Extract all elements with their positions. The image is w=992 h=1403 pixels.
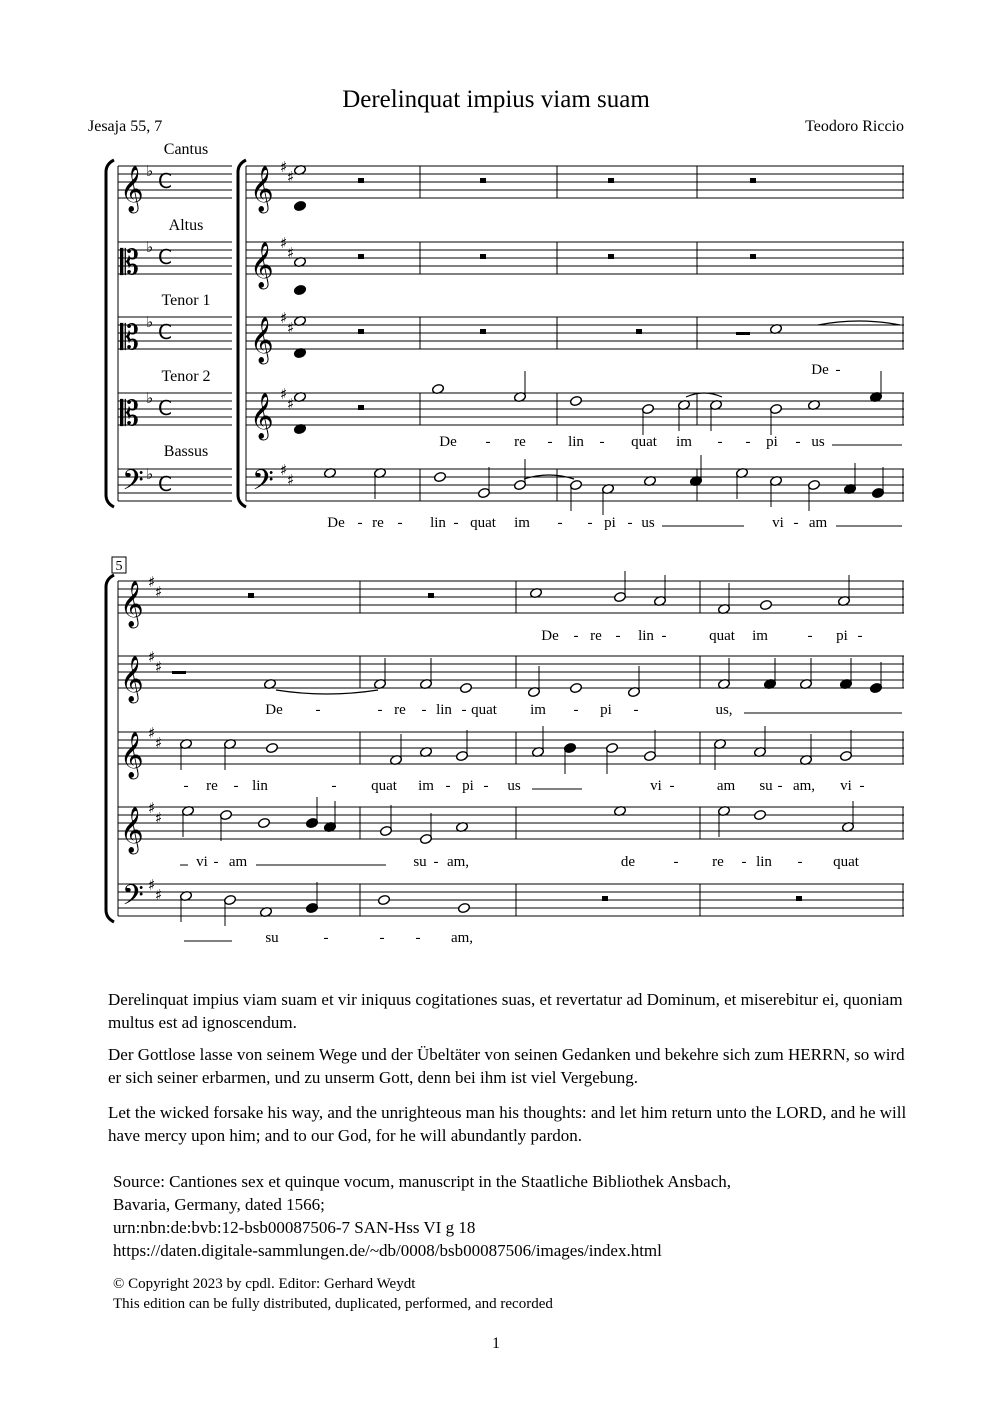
lyric: - — [807, 628, 813, 644]
lyric: - — [633, 702, 639, 718]
sharp-icon: ♯ — [148, 724, 156, 742]
sharp-icon: ♯ — [287, 395, 295, 413]
lyric: am, — [450, 930, 474, 946]
lyric: - — [661, 628, 667, 644]
time-signature: C — [158, 396, 172, 420]
lyric: quat — [631, 434, 657, 450]
voice-label-bassus: Bassus — [163, 443, 209, 460]
composer-name: Teodoro Riccio — [805, 118, 904, 135]
voice-label-cantus: Cantus — [163, 141, 209, 158]
voice-label-tenor2: Tenor 2 — [161, 368, 211, 385]
lyric: - — [547, 434, 553, 450]
clef-icon: 𝄞 — [120, 581, 144, 627]
lyric: - — [745, 434, 751, 450]
rest — [480, 329, 486, 334]
rest — [736, 332, 750, 335]
lyric: pi — [604, 515, 616, 531]
clef-icon: 𝄡 — [120, 243, 139, 283]
sharp-icon: ♯ — [148, 573, 156, 591]
sharp-icon: ♯ — [155, 583, 163, 601]
lyric: lin — [638, 628, 654, 644]
rest — [796, 896, 802, 901]
sharp-icon: ♯ — [280, 234, 288, 252]
lyric: su — [413, 854, 427, 870]
lyric: im — [752, 628, 768, 644]
note-head — [569, 682, 582, 693]
clef-icon: 𝄢 — [122, 464, 144, 504]
sharp-icon: ♯ — [155, 658, 163, 676]
flat-icon: ♭ — [146, 389, 154, 407]
rest — [428, 593, 434, 598]
lyric: - — [599, 434, 605, 450]
clef-icon: 𝄞 — [120, 166, 144, 212]
note-head — [459, 682, 472, 693]
sharp-icon: ♯ — [148, 648, 156, 666]
lyric: - — [835, 362, 841, 378]
clef-icon: 𝄞 — [120, 656, 144, 702]
rest — [358, 329, 364, 334]
note-head — [257, 817, 270, 828]
time-signature: C — [158, 245, 172, 269]
sharp-icon: ♯ — [148, 799, 156, 817]
time-signature: C — [158, 169, 172, 193]
lyric: - — [797, 854, 803, 870]
rest — [248, 593, 254, 598]
sharp-icon: ♯ — [148, 876, 156, 894]
bracket — [106, 160, 114, 507]
flat-icon: ♭ — [146, 313, 154, 331]
lyric: re — [514, 434, 526, 450]
german-text: Der Gottlose lasse von seinem Wege und der Übeltäter von seinen Gedanken und bekehre sich zum HERRN, so wird er sich seiner erbarmen, und zu unserm Gott, denn bei ihm ist viel Vergebung. — [108, 1045, 905, 1087]
lyric: De — [541, 628, 559, 644]
rest — [480, 254, 486, 259]
lyric: am, — [792, 778, 816, 794]
lyric: - — [357, 515, 363, 531]
note-head — [753, 809, 766, 820]
tie — [818, 321, 900, 325]
lyric: - — [777, 778, 783, 794]
lyric: - — [859, 778, 865, 794]
lyric: su — [265, 930, 279, 946]
lyric: - — [397, 515, 403, 531]
lyric: quat — [471, 702, 497, 718]
clef-icon: 𝄡 — [120, 318, 139, 358]
lyric: quat — [371, 778, 397, 794]
lyric: re — [372, 515, 384, 531]
lyric: us, — [715, 702, 733, 718]
page-title: Derelinquat impius viam suam — [342, 86, 650, 113]
lyric: su — [759, 778, 773, 794]
sharp-icon: ♯ — [287, 319, 295, 337]
lyric: - — [331, 778, 337, 794]
lyric: - — [183, 778, 189, 794]
clef-icon: 𝄢 — [122, 879, 144, 919]
copyright-block — [113, 1274, 553, 1314]
lyric: pi — [836, 628, 848, 644]
clefs — [120, 158, 294, 919]
lyric: im — [676, 434, 692, 450]
lyric: im — [418, 778, 434, 794]
lyric: - — [615, 628, 621, 644]
clef-icon: 𝄞 — [250, 242, 274, 288]
time-signature: C — [158, 320, 172, 344]
rest — [608, 254, 614, 259]
lyric: - — [433, 854, 439, 870]
bracket — [106, 575, 114, 922]
lyric: quat — [709, 628, 735, 644]
voice-label-altus: Altus — [168, 217, 204, 234]
lyric: - — [485, 434, 491, 450]
lyric: us — [507, 778, 521, 794]
lyric: - — [793, 515, 799, 531]
lyric: - — [453, 515, 459, 531]
rest — [636, 329, 642, 334]
bracket — [238, 160, 246, 507]
lyric: De — [265, 702, 283, 718]
lyric: lin — [568, 434, 584, 450]
lyric: lin — [430, 515, 446, 531]
lyric: pi — [600, 702, 612, 718]
clef-icon: 𝄡 — [120, 394, 139, 434]
source-line: Bavaria, Germany, dated 1566; — [113, 1195, 325, 1214]
lyric: vi — [196, 854, 208, 870]
clef-icon: 𝄞 — [250, 166, 274, 212]
lyric: - — [669, 778, 675, 794]
flat-icon: ♭ — [146, 238, 154, 256]
time-signature: C — [158, 472, 172, 496]
lyric: De — [327, 515, 345, 531]
lyric: - — [213, 854, 219, 870]
tie — [276, 690, 378, 694]
measure-number: 5 — [115, 559, 123, 574]
rest — [358, 405, 364, 410]
source-url[interactable]: https://daten.digitale-sammlungen.de/~db/0008/bsb00087506/images/index.html — [113, 1241, 662, 1260]
rest — [602, 896, 608, 901]
lyric: - — [795, 434, 801, 450]
tie — [686, 393, 722, 397]
lyric: vi — [840, 778, 852, 794]
sharp-icon: ♯ — [155, 809, 163, 827]
lyric: lin — [436, 702, 452, 718]
sharp-icon: ♯ — [280, 158, 288, 176]
rest — [358, 254, 364, 259]
lyric: - — [557, 515, 563, 531]
sharp-icon: ♯ — [155, 886, 163, 904]
scripture-reference: Jesaja 55, 7 — [88, 118, 163, 135]
sharp-icon: ♯ — [280, 461, 288, 479]
note-head — [293, 284, 306, 295]
sharp-icon: ♯ — [287, 244, 295, 262]
lyric: am — [228, 854, 248, 870]
flat-icon: ♭ — [146, 465, 154, 483]
page-number: 1 — [492, 1335, 500, 1352]
lyric: - — [587, 515, 593, 531]
sharp-icon: ♯ — [287, 168, 295, 186]
lyric: - — [461, 702, 467, 718]
english-text: Let the wicked forsake his way, and the unrighteous man his thoughts: and let him return unto the LORD, and he will have mercy upon him; and to our God, for he will abundantly pardon. — [108, 1103, 907, 1145]
lyric: lin — [252, 778, 268, 794]
rest — [480, 178, 486, 183]
lyric: vi — [650, 778, 662, 794]
lyric: - — [673, 854, 679, 870]
lyric: us — [641, 515, 655, 531]
sharp-icon: ♯ — [287, 471, 295, 489]
voice-label-tenor1: Tenor 1 — [161, 292, 211, 309]
barlines — [115, 166, 903, 916]
rest — [750, 178, 756, 183]
lyric: - — [573, 628, 579, 644]
note-head — [759, 599, 772, 610]
note-head — [265, 742, 278, 753]
lyric: quat — [833, 854, 859, 870]
note-head — [433, 471, 446, 482]
lyric: de — [620, 854, 636, 870]
note-head — [293, 200, 306, 211]
lyric: De — [811, 362, 829, 378]
clef-icon: 𝄞 — [250, 317, 274, 363]
source-urn: urn:nbn:de:bvb:12-bsb00087506-7 SAN-Hss VI g 18 — [113, 1218, 476, 1237]
flat-icon: ♭ — [146, 162, 154, 180]
lyric: am — [716, 778, 736, 794]
sharp-icon: ♯ — [280, 309, 288, 327]
lyric: re — [590, 628, 602, 644]
lyric: - — [315, 702, 321, 718]
note-head — [457, 902, 470, 913]
license-line: This edition can be fully distributed, duplicated, performed, and recorded — [113, 1296, 553, 1312]
lyric: quat — [470, 515, 496, 531]
lyric: us — [811, 434, 825, 450]
clef-icon: 𝄢 — [252, 464, 274, 504]
lyric: im — [514, 515, 530, 531]
lyric: pi — [462, 778, 474, 794]
staff-lines — [115, 166, 904, 916]
sharp-icon: ♯ — [280, 385, 288, 403]
notes — [172, 164, 900, 926]
source-info — [113, 1170, 731, 1262]
lyric: lin — [756, 854, 772, 870]
sharp-icon: ♯ — [155, 734, 163, 752]
copyright-line: © Copyright 2023 by cpdl. Editor: Gerhard Weydt — [113, 1276, 416, 1292]
lyric: re — [206, 778, 218, 794]
rest — [750, 254, 756, 259]
lyric: - — [483, 778, 489, 794]
lyric: - — [421, 702, 427, 718]
latin-text: Derelinquat impius viam suam et vir iniquus cogitationes suas, et revertatur ad Dominum, et miserebitur ei, quoniam multus est ad ignoscendum. — [108, 990, 903, 1032]
lyric: - — [323, 930, 329, 946]
clef-icon: 𝄞 — [120, 807, 144, 853]
source-line: Source: Cantiones sex et quinque vocum, manuscript in the Staatliche Bibliothek Ansbach, — [113, 1172, 732, 1191]
clef-icon: 𝄞 — [120, 732, 144, 778]
rest — [608, 178, 614, 183]
lyric: pi — [766, 434, 778, 450]
lyric: - — [741, 854, 747, 870]
lyric: - — [857, 628, 863, 644]
lyric: - — [573, 702, 579, 718]
lyric: - — [233, 778, 239, 794]
lyric: - — [377, 702, 383, 718]
rest — [358, 178, 364, 183]
rest — [172, 671, 186, 674]
lyric: im — [530, 702, 546, 718]
lyric: re — [394, 702, 406, 718]
lyric: - — [379, 930, 385, 946]
lyric: re — [712, 854, 724, 870]
lyric: - — [445, 778, 451, 794]
lyric: - — [415, 930, 421, 946]
lyric: De — [439, 434, 457, 450]
clef-icon: 𝄞 — [250, 393, 274, 439]
lyric: am — [808, 515, 828, 531]
lyric: am, — [446, 854, 470, 870]
note-head — [377, 894, 390, 905]
lyric: - — [717, 434, 723, 450]
note-head — [569, 395, 582, 406]
lyric: - — [627, 515, 633, 531]
lyric: vi — [772, 515, 784, 531]
